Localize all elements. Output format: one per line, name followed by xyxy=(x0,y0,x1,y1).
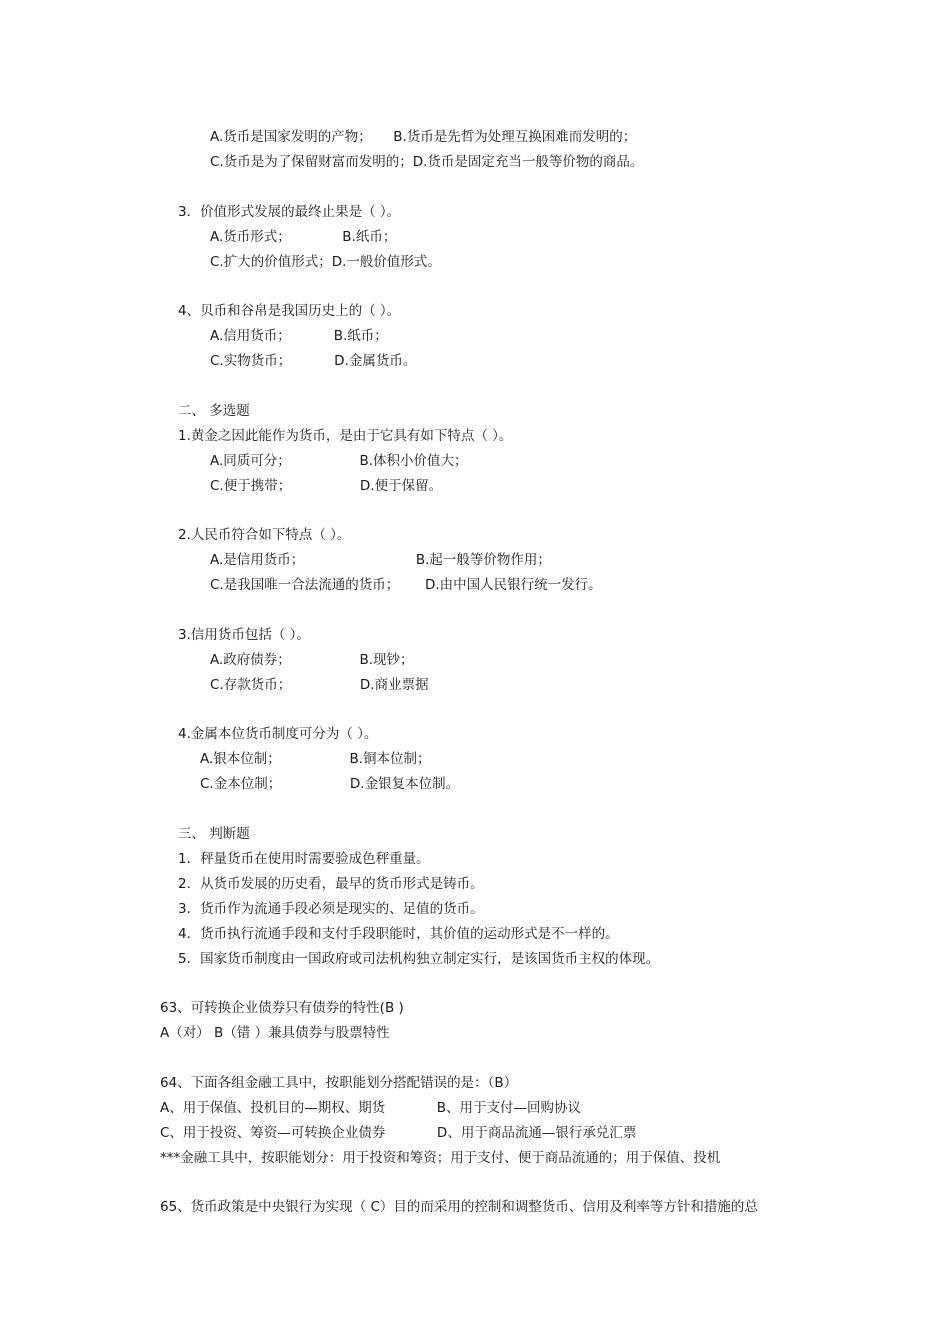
q64-options-ab: A、用于保值、投机目的—期权、期货 B、用于支付—回购协议 xyxy=(160,1100,581,1116)
tf2: 2．从货币发展的历史看，最早的货币形式是铸币。 xyxy=(178,876,484,892)
mc2-options-ab: A.是信用货币； B.起一般等价物作用； xyxy=(210,552,551,568)
tf1: 1．秤量货币在使用时需要验成色秤重量。 xyxy=(178,851,430,867)
mc1-options-cd: C.便于携带； D.便于保留。 xyxy=(210,478,443,494)
q4-options-ab: A.信用货币； B.纸币； xyxy=(210,328,388,344)
q3-stem: 3．价值形式发展的最终止果是（ ）。 xyxy=(178,204,401,220)
mc1-stem: 1.黄金之因此能作为货币，是由于它具有如下特点（ ）。 xyxy=(178,428,513,444)
mc3-options-ab: A.政府债券； B.现钞； xyxy=(210,652,414,668)
mc3-stem: 3.信用货币包括（ ）。 xyxy=(178,627,310,643)
q64-options-cd: C、用于投资、筹资—可转换企业债券 D、用于商品流通—银行承兑汇票 xyxy=(160,1125,637,1141)
q4-options-cd: C.实物货币； D.金属货币。 xyxy=(210,353,417,369)
tf5: 5．国家货币制度由一国政府或司法机构独立制定实行，是该国货币主权的体现。 xyxy=(178,951,660,967)
mc4-options-ab: A.银本位制； B.铜本位制； xyxy=(200,751,431,767)
q2-options-ab: A.货币是国家发明的产物； B.货币是先哲为处理互换困难而发明的； xyxy=(210,129,637,145)
section-heading-true-false: 三、 判断题 xyxy=(178,826,250,842)
mc3-options-cd: C.存款货币； D.商业票据 xyxy=(210,677,429,693)
q63-stem: 63、可转换企业债券只有债券的特性(B ) xyxy=(160,1000,404,1016)
q64-stem: 64、下面各组金融工具中，按职能划分搭配错误的是：（B） xyxy=(160,1075,518,1091)
q2-options-cd: C.货币是为了保留财富而发明的；D.货币是固定充当一般等价物的商品。 xyxy=(210,154,644,170)
mc4-stem: 4.金属本位货币制度可分为（ ）。 xyxy=(178,726,378,742)
q64-note: ***金融工具中，按职能划分：用于投资和筹资；用于支付、便于商品流通的；用于保值、投机 xyxy=(160,1150,721,1166)
tf4: 4．货币执行流通手段和支付手段职能时，其价值的运动形式是不一样的。 xyxy=(178,926,619,942)
q63-answer: A（对） B（错 ）兼具债券与股票特性 xyxy=(160,1025,390,1041)
mc2-stem: 2.人民币符合如下特点（ ）。 xyxy=(178,527,351,543)
mc4-options-cd: C.金本位制； D.金银复本位制。 xyxy=(200,776,460,792)
tf3: 3．货币作为流通手段必须是现实的、足值的货币。 xyxy=(178,901,484,917)
mc1-options-ab: A.同质可分； B.体积小价值大； xyxy=(210,453,468,469)
q3-options-ab: A.货币形式； B.纸币； xyxy=(210,229,397,245)
q65-stem: 65、货币政策是中央银行为实现（ C）目的而采用的控制和调整货币、信用及利率等方针和措施的总 xyxy=(160,1199,758,1215)
q3-options-cd: C.扩大的价值形式；D.一般价值形式。 xyxy=(210,254,441,270)
section-heading-multiple-choice: 二、 多选题 xyxy=(178,403,250,419)
q4-stem: 4、贝币和谷帛是我国历史上的（ ）。 xyxy=(178,303,401,319)
mc2-options-cd: C.是我国唯一合法流通的货币； D.由中国人民银行统一发行。 xyxy=(210,577,602,593)
